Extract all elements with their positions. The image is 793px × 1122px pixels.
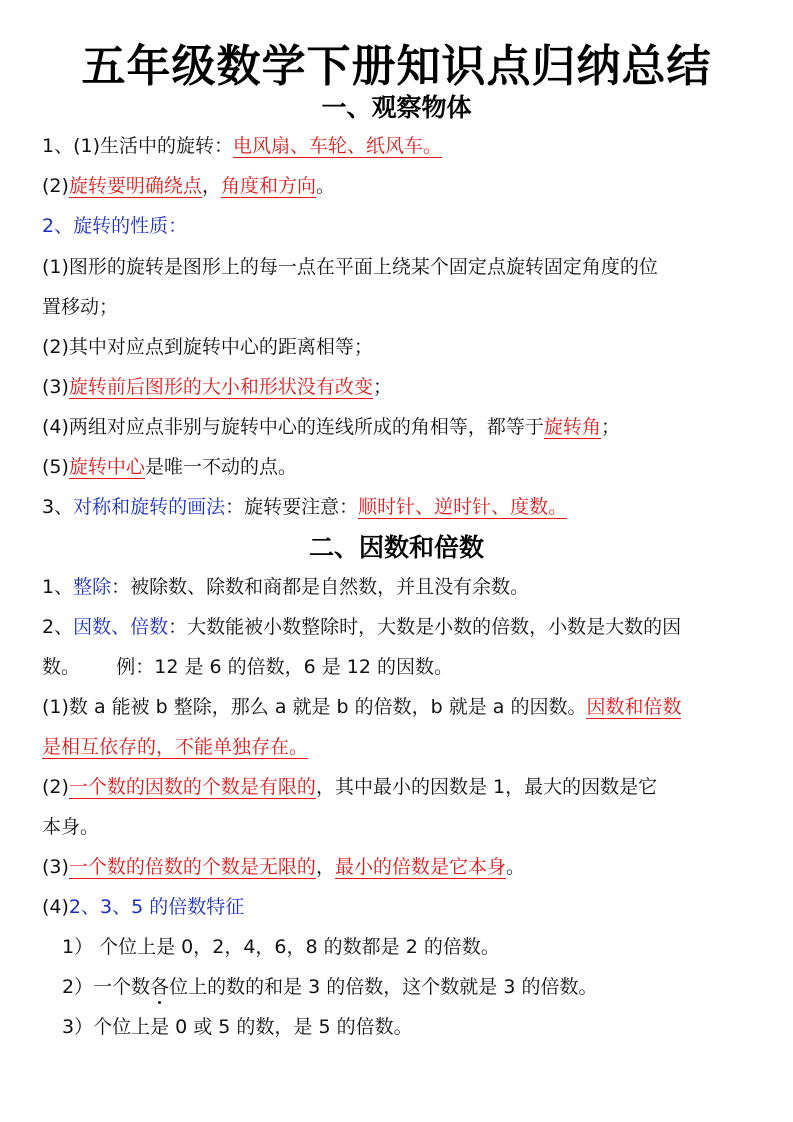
line-text: (2) bbox=[42, 776, 69, 798]
highlight-red: 旋转要明确绕点 bbox=[68, 175, 202, 197]
line-text: ：旋转要注意： bbox=[225, 496, 359, 518]
emphasis-dot-char: 各 bbox=[150, 976, 170, 998]
text-line bbox=[42, 374, 762, 400]
text-line bbox=[42, 173, 762, 199]
text-line bbox=[42, 614, 762, 640]
text-line bbox=[42, 694, 762, 720]
line-text: (2) bbox=[42, 175, 69, 197]
highlight-red: 旋转中心 bbox=[68, 456, 145, 478]
line-text: 是唯一不动的点。 bbox=[144, 456, 297, 478]
highlight-blue: 因数、倍数 bbox=[73, 616, 169, 638]
text-line: 置移动； bbox=[42, 296, 119, 318]
line-text: ； bbox=[372, 376, 392, 398]
highlight-blue: 整除 bbox=[73, 576, 112, 598]
highlight-red: 顺时针、逆时针、度数。 bbox=[358, 496, 568, 518]
highlight-red: 旋转角 bbox=[543, 416, 601, 438]
highlight-blue: 对称和旋转的画法 bbox=[73, 496, 226, 518]
line-text: 位上的数的和是 3 的倍数，这个数就是 3 的倍数。 bbox=[169, 976, 598, 998]
line-text: 3、 bbox=[42, 496, 74, 518]
line-text: 。 bbox=[505, 856, 525, 878]
text-line bbox=[42, 734, 762, 760]
line-text: 2、 bbox=[42, 616, 74, 638]
text-line bbox=[42, 894, 762, 920]
highlight-red: 因数和倍数 bbox=[586, 696, 682, 718]
text-line: (1)图形的旋转是图形上的每一点在平面上绕某个固定点旋转固定角度的位 bbox=[42, 256, 658, 278]
text-line: 本身。 bbox=[42, 816, 100, 838]
text-line bbox=[62, 974, 782, 1000]
line-text: ； bbox=[600, 416, 620, 438]
line-text: 1、 bbox=[42, 576, 74, 598]
text-line bbox=[42, 494, 762, 520]
line-text: (3) bbox=[42, 856, 69, 878]
line-text: ：大数能被小数整除时，大数是小数的倍数，小数是大数的因 bbox=[168, 616, 682, 638]
highlight-red: 旋转前后图形的大小和形状没有改变 bbox=[68, 376, 373, 398]
subheading-rotation-properties: 2、旋转的性质： bbox=[42, 215, 188, 237]
line-text: (1)数 a 能被 b 整除，那么 a 就是 b 的倍数，b 就是 a 的因数。 bbox=[42, 696, 587, 718]
line-text: (3) bbox=[42, 376, 69, 398]
highlight-blue: 2、3、5 的倍数特征 bbox=[68, 896, 245, 918]
line-text: 。 bbox=[315, 175, 335, 197]
highlight-red: 电风扇、车轮、纸风车。 bbox=[233, 135, 443, 157]
line-text: ，其中最小的因数是 1，最大的因数是它 bbox=[315, 776, 658, 798]
text-line: 1） 个位上是 0，2，4，6，8 的数都是 2 的倍数。 bbox=[62, 936, 500, 958]
section-heading-observe: 一、观察物体 bbox=[321, 93, 472, 122]
line-text: (4) bbox=[42, 896, 69, 918]
text-line: 数。 例：12 是 6 的倍数，6 是 12 的因数。 bbox=[42, 656, 454, 678]
text-line bbox=[42, 454, 762, 480]
line-text: ：被除数、除数和商都是自然数，并且没有余数。 bbox=[111, 576, 530, 598]
line-text: 2）一个数 bbox=[62, 976, 151, 998]
highlight-red: 一个数的倍数的个数是无限的 bbox=[68, 856, 316, 878]
text-line bbox=[42, 133, 762, 159]
text-line bbox=[42, 774, 762, 800]
line-text: 1、(1)生活中的旋转： bbox=[42, 135, 234, 157]
page-title: 五年级数学下册知识点归纳总结 bbox=[81, 41, 712, 92]
highlight-red: 最小的倍数是它本身 bbox=[334, 856, 506, 878]
line-text: (5) bbox=[42, 456, 69, 478]
text-line bbox=[42, 854, 762, 880]
line-text: ， bbox=[315, 856, 335, 878]
text-line: 3）个位上是 0 或 5 的数，是 5 的倍数。 bbox=[62, 1016, 413, 1038]
text-line bbox=[42, 414, 762, 440]
line-text: (4)两组对应点非别与旋转中心的连线所成的角相等，都等于 bbox=[42, 416, 544, 438]
highlight-red: 是相互依存的，不能单独存在。 bbox=[42, 736, 309, 758]
highlight-red: 一个数的因数的个数是有限的 bbox=[68, 776, 316, 798]
highlight-red: 角度和方向 bbox=[220, 175, 316, 197]
text-line: (2)其中对应点到旋转中心的距离相等； bbox=[42, 336, 373, 358]
text-line bbox=[42, 574, 762, 600]
line-text: ， bbox=[201, 175, 221, 197]
section-heading-factors: 二、因数和倍数 bbox=[308, 533, 484, 562]
